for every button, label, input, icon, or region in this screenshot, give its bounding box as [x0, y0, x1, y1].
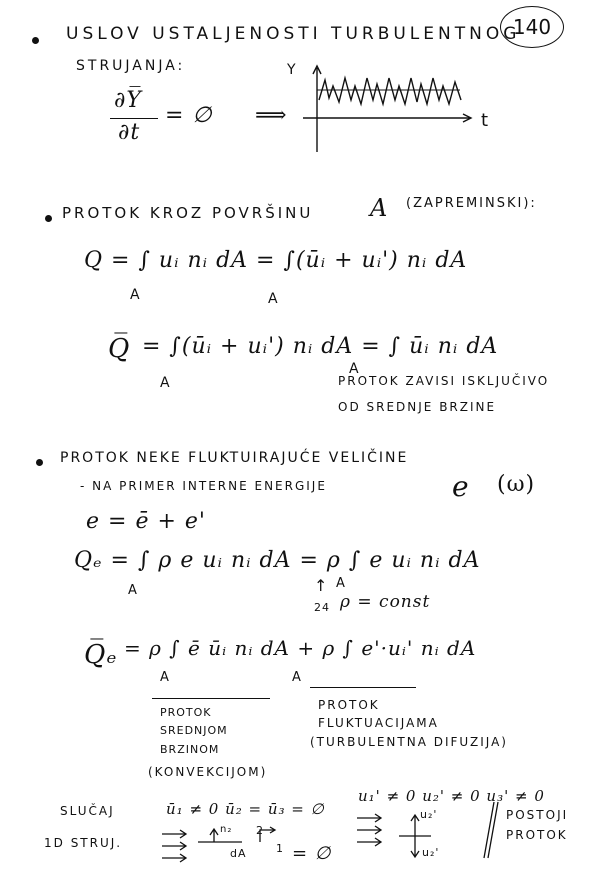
sec4-label-line1: SLUČAJ — [60, 804, 115, 818]
sec3-fluctuation-line1: PROTOK — [318, 698, 380, 712]
bullet-1 — [32, 37, 39, 44]
sec3-symbol-paren: (ω) — [497, 472, 536, 497]
sec3-convection-line3: BRZINOM — [160, 743, 220, 756]
sec3-fluctuation-line3: (TURBULENTNA DIFUZIJA) — [310, 735, 508, 749]
sec4-fig-2: 2 — [256, 824, 264, 837]
sec3-convection-line4: (KONVEKCIJOM) — [148, 765, 268, 779]
sec4-fig-1: 1 — [276, 842, 284, 855]
sec1-implies-arrow: ⟹ — [255, 103, 288, 128]
sec2-eq1: Q = ∫ uᵢ nᵢ dA = ∫(ūᵢ + uᵢ') nᵢ dA — [84, 248, 468, 273]
sec4-label-line2: 1D STRUJ. — [44, 836, 123, 850]
sec1-axis-y-label: Y — [287, 62, 297, 78]
bullet-3 — [36, 459, 43, 466]
sec3-fluctuation-divider — [310, 687, 416, 688]
sec2-eq2-sub1: A — [160, 375, 171, 391]
sec3-symbol-e: e — [452, 470, 470, 503]
sec2-title: PROTOK KROZ POVRŠINU — [62, 204, 314, 222]
sec1-eq-rhs: = ∅ — [165, 103, 213, 128]
sec2-eq2-lhs: Q̅ — [108, 334, 131, 364]
sec2-note-line2: OD SREDNJE BRZINE — [338, 400, 497, 414]
sec3-convection-line1: PROTOK — [160, 706, 212, 719]
sec1-axis-t-label: t — [481, 110, 490, 131]
sec4-postoji-line2: PROTOK — [506, 828, 568, 842]
sec3-rho-arrow: ↑ — [314, 576, 329, 595]
bullet-2 — [45, 215, 52, 222]
sec2-title-paren: (ZAPREMINSKI): — [406, 196, 537, 211]
sec4-fig-u2-up: u₂' — [420, 808, 438, 821]
sec2-eq2-rest: = ∫(ūᵢ + uᵢ') nᵢ dA = ∫ ūᵢ nᵢ dA — [142, 334, 499, 359]
sec3-title: PROTOK NEKE FLUKTUIRAJUĆE VELIČINE — [60, 450, 409, 466]
sec3-eq-Qe-bar-lhs: Q̅ₑ — [84, 640, 118, 670]
sec3-eq-e: e = ē + e' — [86, 509, 206, 534]
sec4-fig-n2: n₂ — [220, 824, 233, 835]
sec3-convection-line2: SREDNJOM — [160, 724, 228, 737]
sec3-eq-Qe-bar-sub1: A — [160, 670, 170, 685]
sec3-subtitle: - NA PRIMER INTERNE ENERGIJE — [80, 479, 327, 493]
sec3-eq-Qe-bar-sub2: A — [292, 670, 302, 685]
sec4-postoji-line1: POSTOJI — [506, 808, 569, 822]
page-number-text: 140 — [512, 15, 552, 39]
sec1-turbulence-sketch — [295, 60, 485, 155]
sec1-title-line1: USLOV USTALJENOSTI TURBULENTNOG — [66, 24, 521, 44]
sec1-title-line2: STRUJANJA: — [76, 58, 186, 74]
sec2-eq1-sub2: A — [268, 291, 279, 307]
sec2-eq2-sub2: A — [349, 361, 360, 377]
sec4-condition-right: u₁' ≠ 0 u₂' ≠ 0 u₃' ≠ 0 — [358, 787, 545, 805]
sec2-title-A: A — [370, 194, 389, 222]
sec3-eq-Qe-sub2: A — [336, 576, 346, 591]
sec3-fluctuation-line2: FLUKTUACIJAMA — [318, 716, 439, 730]
sec3-convection-divider — [152, 698, 270, 699]
sec1-eq-fraction-bar — [110, 118, 158, 119]
sec2-note-line1: PROTOK ZAVISI ISKLJUČIVO — [338, 374, 550, 388]
sec3-rho-ref: 24 — [314, 601, 330, 614]
sec2-eq1-sub1: A — [130, 287, 141, 303]
sec4-fig-u2-down: u₂' — [422, 846, 440, 859]
sec4-condition-left: ū₁ ≠ 0 ū₂ = ū₃ = ∅ — [166, 800, 325, 818]
sec3-eq-Qe-sub1: A — [128, 583, 138, 598]
sec3-rho-const: ρ = const — [340, 592, 431, 612]
sec3-eq-Qe: Qₑ = ∫ ρ e uᵢ nᵢ dA = ρ ∫ e uᵢ nᵢ dA — [74, 548, 481, 573]
sec3-eq-Qe-bar-rest: = ρ ∫ ē ūᵢ nᵢ dA + ρ ∫ e'·uᵢ' nᵢ dA — [124, 636, 477, 660]
sec1-eq-numerator: ∂Y̅ — [114, 88, 142, 113]
sec4-double-bar — [480, 800, 500, 860]
sec4-fig-result: = ∅ — [292, 843, 332, 864]
sec4-fig-dA: dA — [230, 847, 247, 860]
sec1-eq-denominator: ∂t — [118, 120, 141, 145]
